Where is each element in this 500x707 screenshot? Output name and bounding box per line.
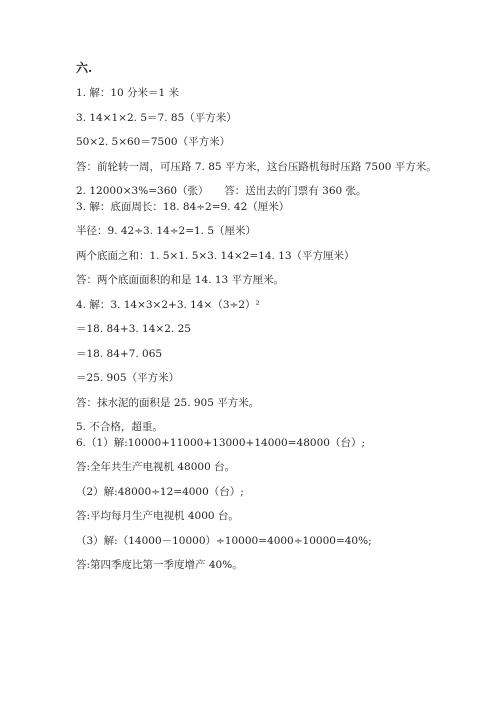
answer-line-13: ＝25. 905（平方米）	[76, 372, 180, 384]
answer-line-19: 答:平均每月生产电视机 4000 台。	[76, 510, 239, 522]
answer-line-3: 50×2. 5×60＝7500（平方米）	[76, 136, 231, 148]
answer-line-17: 答:全年共生产电视机 48000 台。	[76, 461, 236, 473]
answer-line-7: 半径：9. 42÷3. 14÷2=1. 5（厘米）	[76, 225, 257, 237]
answer-line-16: 6.（1）解:10000+11000+13000+14000=48000（台）;	[76, 437, 365, 449]
answer-line-15: 5. 不合格，超重。	[76, 421, 163, 433]
answer-line-4: 答：前轮转一周，可压路 7. 85 平方米，这台压路机每时压路 7500 平方米。	[76, 161, 437, 173]
answer-line-5: 2. 12000×3%=360（张） 答：送出去的门票有 360 张。	[76, 185, 367, 197]
answer-line-1: 1. 解：10 分米＝1 米	[76, 87, 180, 99]
answer-line-2: 3. 14×1×2. 5＝7. 85（平方米）	[76, 112, 237, 124]
answer-line-9: 答：两个底面面积的和是 14. 13 平方厘米。	[76, 274, 285, 286]
answer-line-14: 答：抹水泥的面积是 25. 905 平方米。	[76, 397, 260, 409]
answer-line-6: 3. 解：底面周长：18. 84÷2=9. 42（厘米）	[76, 201, 290, 213]
answer-line-20: （3）解:（14000－10000）÷10000=4000÷10000=40%;	[76, 535, 372, 547]
answer-line-18: （2）解:48000÷12=4000（台）;	[76, 486, 244, 498]
answer-line-11: ＝18. 84+3. 14×2. 25	[76, 323, 191, 335]
answer-line-10: 4. 解：3. 14×3×2+3. 14×（3÷2）²	[76, 299, 260, 311]
section-heading: 六.	[76, 61, 93, 75]
answer-line-12: ＝18. 84+7. 065	[76, 348, 163, 360]
answer-line-8: 两个底面之和：1. 5×1. 5×3. 14×2=14. 13（平方厘米）	[76, 250, 355, 262]
answer-line-21: 答:第四季度比第一季度增产 40%。	[76, 559, 243, 571]
